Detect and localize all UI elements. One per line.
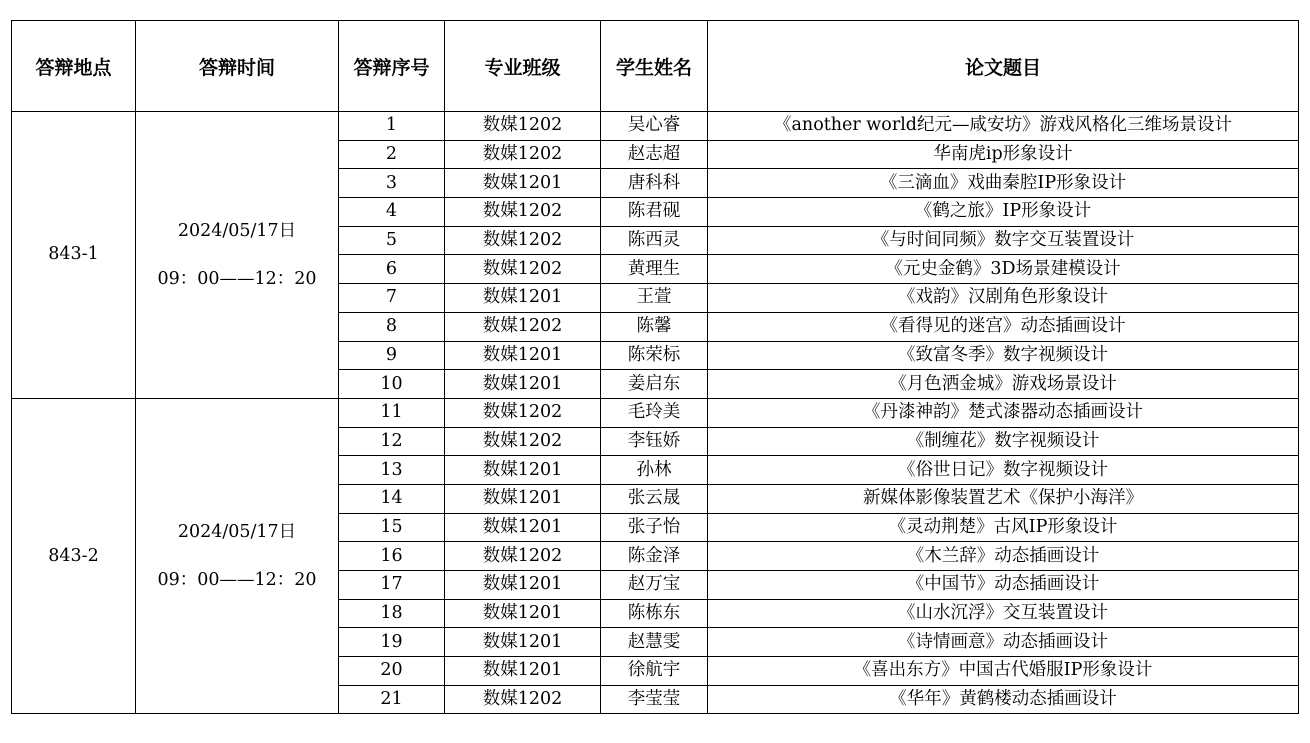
student-name-cell: 张云晟 xyxy=(601,484,708,513)
defense-date: 2024/05/17日 xyxy=(177,220,297,241)
defense-schedule-table xyxy=(11,20,1299,714)
student-name-cell: 赵志超 xyxy=(601,140,708,169)
student-name-cell: 陈西灵 xyxy=(601,226,708,255)
class-cell: 数媒1201 xyxy=(445,370,601,399)
thesis-title-cell: 《戏韵》汉剧角色形象设计 xyxy=(708,284,1299,313)
order-cell: 14 xyxy=(339,484,445,513)
thesis-title-cell: 《中国节》动态插画设计 xyxy=(708,571,1299,600)
class-cell: 数媒1202 xyxy=(445,140,601,169)
header-class: 专业班级 xyxy=(445,21,601,112)
thesis-title-cell: 《鹤之旅》IP形象设计 xyxy=(708,198,1299,227)
thesis-title-cell: 《丹漆神韵》楚式漆器动态插画设计 xyxy=(708,398,1299,427)
class-cell: 数媒1201 xyxy=(445,628,601,657)
thesis-title-cell: 《制缠花》数字视频设计 xyxy=(708,427,1299,456)
header-student-name: 学生姓名 xyxy=(601,21,708,112)
class-cell: 数媒1201 xyxy=(445,169,601,198)
class-cell: 数媒1202 xyxy=(445,312,601,341)
order-cell: 7 xyxy=(339,284,445,313)
student-name-cell: 赵万宝 xyxy=(601,571,708,600)
student-name-cell: 孙林 xyxy=(601,456,708,485)
class-cell: 数媒1201 xyxy=(445,484,601,513)
thesis-title-cell: 《元史金鹤》3D场景建模设计 xyxy=(708,255,1299,284)
defense-date: 2024/05/17日 xyxy=(177,522,297,543)
thesis-title-cell: 《山水沉浮》交互装置设计 xyxy=(708,599,1299,628)
class-cell: 数媒1202 xyxy=(445,398,601,427)
thesis-title-cell: 《诗情画意》动态插画设计 xyxy=(708,628,1299,657)
header-order: 答辩序号 xyxy=(339,21,445,112)
header-row xyxy=(12,21,1299,112)
order-cell: 6 xyxy=(339,255,445,284)
order-cell: 1 xyxy=(339,112,445,141)
order-cell: 3 xyxy=(339,169,445,198)
class-cell: 数媒1201 xyxy=(445,341,601,370)
defense-time-range: 09：00——12：20 xyxy=(157,268,317,289)
order-cell: 17 xyxy=(339,571,445,600)
thesis-title-cell: 《灵动荆楚》古风IP形象设计 xyxy=(708,513,1299,542)
location-cell: 843-2 xyxy=(12,398,136,714)
student-name-cell: 陈荣标 xyxy=(601,341,708,370)
thesis-title-cell: 《木兰辞》动态插画设计 xyxy=(708,542,1299,571)
order-cell: 20 xyxy=(339,657,445,686)
defense-time-range: 09：00——12：20 xyxy=(157,570,317,591)
class-cell: 数媒1202 xyxy=(445,427,601,456)
time-cell xyxy=(136,398,339,714)
header-thesis-title: 论文题目 xyxy=(708,21,1299,112)
student-name-cell: 黄理生 xyxy=(601,255,708,284)
header-location: 答辩地点 xyxy=(12,21,136,112)
student-name-cell: 徐航宇 xyxy=(601,657,708,686)
table-body xyxy=(12,112,1299,714)
class-cell: 数媒1202 xyxy=(445,198,601,227)
order-cell: 16 xyxy=(339,542,445,571)
thesis-title-cell: 《another world纪元—咸安坊》游戏风格化三维场景设计 xyxy=(708,112,1299,141)
thesis-title-cell: 《致富冬季》数字视频设计 xyxy=(708,341,1299,370)
thesis-title-cell: 《俗世日记》数字视频设计 xyxy=(708,456,1299,485)
class-cell: 数媒1202 xyxy=(445,112,601,141)
student-name-cell: 张子怡 xyxy=(601,513,708,542)
student-name-cell: 李钰娇 xyxy=(601,427,708,456)
thesis-title-cell: 华南虎ip形象设计 xyxy=(708,140,1299,169)
thesis-title-cell: 《看得见的迷宫》动态插画设计 xyxy=(708,312,1299,341)
order-cell: 2 xyxy=(339,140,445,169)
thesis-title-cell: 新媒体影像装置艺术《保护小海洋》 xyxy=(708,484,1299,513)
student-name-cell: 王萱 xyxy=(601,284,708,313)
student-name-cell: 陈栋东 xyxy=(601,599,708,628)
order-cell: 8 xyxy=(339,312,445,341)
class-cell: 数媒1201 xyxy=(445,513,601,542)
class-cell: 数媒1202 xyxy=(445,255,601,284)
order-cell: 10 xyxy=(339,370,445,399)
class-cell: 数媒1201 xyxy=(445,284,601,313)
thesis-title-cell: 《月色洒金城》游戏场景设计 xyxy=(708,370,1299,399)
class-cell: 数媒1201 xyxy=(445,571,601,600)
thesis-title-cell: 《三滴血》戏曲秦腔IP形象设计 xyxy=(708,169,1299,198)
table-row xyxy=(12,112,1299,141)
thesis-title-cell: 《与时间同频》数字交互装置设计 xyxy=(708,226,1299,255)
location-cell: 843-1 xyxy=(12,112,136,399)
class-cell: 数媒1202 xyxy=(445,685,601,714)
order-cell: 19 xyxy=(339,628,445,657)
thesis-title-cell: 《喜出东方》中国古代婚服IP形象设计 xyxy=(708,657,1299,686)
student-name-cell: 吴心睿 xyxy=(601,112,708,141)
student-name-cell: 陈君砚 xyxy=(601,198,708,227)
order-cell: 21 xyxy=(339,685,445,714)
class-cell: 数媒1201 xyxy=(445,599,601,628)
student-name-cell: 陈金泽 xyxy=(601,542,708,571)
order-cell: 9 xyxy=(339,341,445,370)
student-name-cell: 陈馨 xyxy=(601,312,708,341)
order-cell: 4 xyxy=(339,198,445,227)
table-row xyxy=(12,398,1299,427)
order-cell: 18 xyxy=(339,599,445,628)
time-cell xyxy=(136,112,339,399)
student-name-cell: 唐科科 xyxy=(601,169,708,198)
order-cell: 11 xyxy=(339,398,445,427)
student-name-cell: 毛玲美 xyxy=(601,398,708,427)
class-cell: 数媒1202 xyxy=(445,542,601,571)
header-time: 答辩时间 xyxy=(136,21,339,112)
student-name-cell: 赵慧雯 xyxy=(601,628,708,657)
thesis-title-cell: 《华年》黄鹤楼动态插画设计 xyxy=(708,685,1299,714)
order-cell: 5 xyxy=(339,226,445,255)
student-name-cell: 姜启东 xyxy=(601,370,708,399)
class-cell: 数媒1202 xyxy=(445,226,601,255)
order-cell: 12 xyxy=(339,427,445,456)
order-cell: 15 xyxy=(339,513,445,542)
class-cell: 数媒1201 xyxy=(445,456,601,485)
table-header xyxy=(12,21,1299,112)
order-cell: 13 xyxy=(339,456,445,485)
student-name-cell: 李莹莹 xyxy=(601,685,708,714)
class-cell: 数媒1201 xyxy=(445,657,601,686)
